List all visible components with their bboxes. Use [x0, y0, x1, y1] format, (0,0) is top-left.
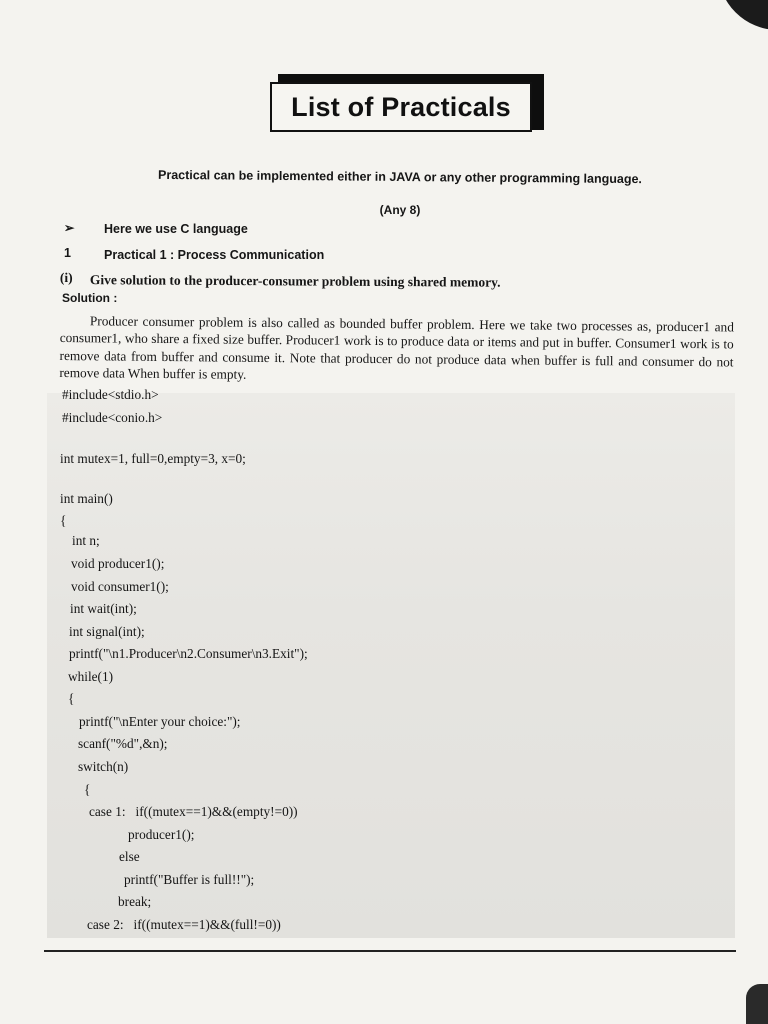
code-line: { [60, 513, 67, 528]
title-frame [270, 78, 544, 136]
code-line: producer1(); [128, 827, 195, 842]
description-paragraph [59, 312, 734, 388]
page-title: List of Practicals [270, 82, 532, 132]
code-line: printf("\nEnter your choice:"); [79, 714, 241, 729]
code-line: scanf("%d",&n); [78, 736, 168, 751]
arrow-bullet-icon: ➢ [64, 221, 75, 235]
footer-rule [44, 950, 736, 952]
bullet-text: Here we use C language [104, 222, 248, 236]
description-text: Producer consumer problem is also called as bounded buffer problem. Here we take two processes as, producer1 and consumer1, who share a fixed size buffer. Producer1 work is to produce data or items and put in buffer. Consumer1 work is to remove data from buffer and consume it. Note that producer do not produce data when buffer is full and consumer do not remove data When buffer is empty. [59, 313, 734, 383]
code-panel [47, 393, 735, 938]
code-line: switch(n) [78, 759, 129, 774]
code-line: case 1: if((mutex==1)&&(empty!=0)) [89, 804, 298, 819]
solution-label: Solution : [62, 291, 118, 305]
question-index: (i) [59, 270, 73, 286]
practical-label: Practical 1 : Process Communication [104, 248, 325, 262]
code-line: #include<conio.h> [62, 410, 163, 425]
practical-number: 1 [64, 246, 71, 260]
code-line: int signal(int); [69, 624, 145, 639]
code-line: break; [118, 894, 152, 909]
code-line: { [84, 782, 91, 797]
page-corner-shadow-bottom [746, 984, 768, 1024]
question-text: Give solution to the producer-consumer problem using shared memory. [89, 272, 501, 290]
code-line: { [68, 691, 75, 706]
code-line: #include<stdio.h> [62, 387, 159, 402]
page-corner-shadow [718, 0, 768, 30]
code-line: while(1) [68, 669, 114, 684]
code-line: int main() [60, 491, 113, 506]
subtitle-text: Practical can be implemented either in JAVA or any other programming language. [157, 167, 643, 187]
code-line: int mutex=1, full=0,empty=3, x=0; [60, 451, 246, 466]
code-line: void producer1(); [71, 556, 165, 571]
code-line: printf("\n1.Producer\n2.Consumer\n3.Exit"); [69, 646, 308, 661]
code-line: printf("Buffer is full!!"); [124, 872, 255, 887]
code-line: void consumer1(); [71, 579, 169, 594]
code-line: int wait(int); [70, 601, 137, 616]
code-line: int n; [72, 533, 100, 548]
any-note: (Any 8) [379, 203, 421, 217]
code-line: else [119, 849, 140, 864]
code-line: case 2: if((mutex==1)&&(full!=0)) [87, 917, 281, 932]
